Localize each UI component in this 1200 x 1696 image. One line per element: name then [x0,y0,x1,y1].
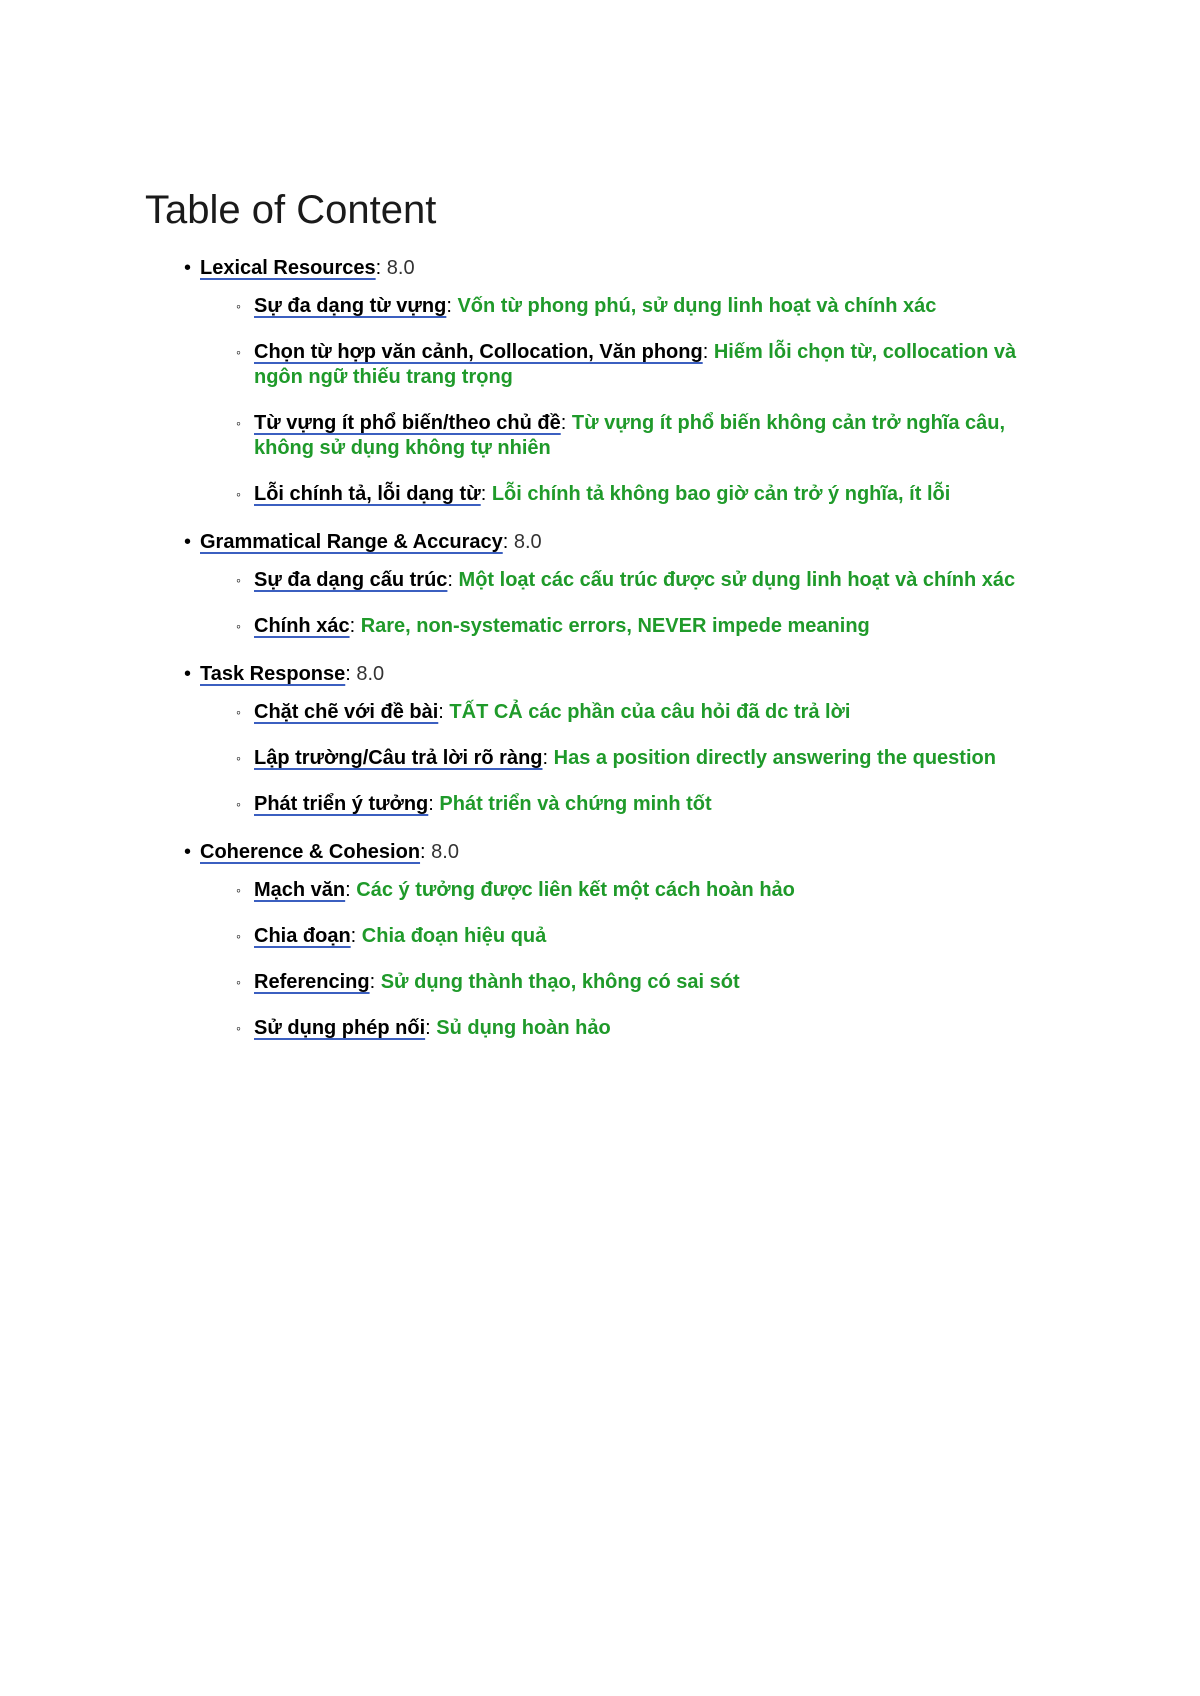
toc-subitem: ◦ Sự đa dạng từ vựng: Vốn từ phong phú, sử dụng linh hoạt và chính xác [236,295,937,317]
toc-sublink[interactable]: Sử dụng phép nối [254,1017,426,1039]
toc-section-heading: • Coherence & Cohesion: 8.0 [200,838,1080,866]
toc-sublink[interactable]: Mạch văn [254,879,346,901]
toc-subsection-list [200,878,1080,1041]
toc-sublink[interactable]: Từ vựng ít phổ biến/theo chủ đề [254,412,561,434]
toc-sublink[interactable]: Phát triển ý tưởng [254,793,429,815]
toc-subsection-list [200,568,1080,639]
section-score: 8.0 [356,663,385,685]
toc-section-lexical-resources [184,254,1080,507]
toc-sublink[interactable]: Chia đoạn [254,925,351,947]
bullet-circle-icon: ◦ [236,796,241,812]
bullet-circle-icon: ◦ [236,882,241,898]
subitem-description: Từ vựng ít phổ biến không cản trở nghĩa câu, không sử dụng không tự nhiên [254,412,1006,459]
toc-subitem: ◦ Referencing: Sử dụng thành thạo, không có sai sót [236,971,740,993]
toc-section-grammatical-range [184,528,1080,639]
toc-sublink[interactable]: Chính xác [254,615,350,637]
toc-sublink[interactable]: Chặt chẽ với đề bài [254,701,439,723]
bullet-circle-icon: ◦ [236,974,241,990]
bullet-circle-icon: ◦ [236,618,241,634]
subitem-description: Chia đoạn hiệu quả [361,925,547,947]
bullet-disc-icon: • [184,531,192,553]
bullet-circle-icon: ◦ [236,344,241,360]
toc-sublink[interactable]: Chọn từ hợp văn cảnh, Collocation, Văn phong [254,341,703,363]
toc-subitem: ◦ Chính xác: Rare, non-systematic errors, NEVER impede meaning [236,615,870,637]
toc-section-task-response [184,660,1080,817]
toc-sublink[interactable]: Sự đa dạng cấu trúc [254,569,448,591]
toc-subitem: ◦ Từ vựng ít phổ biến/theo chủ đề: Từ vựng ít phổ biến không cản trở nghĩa câu, không sử dụng không tự nhiên [236,412,1006,459]
table-of-contents [184,254,1080,1062]
subitem-description: Một loạt các cấu trúc được sử dụng linh hoạt và chính xác [458,569,1016,591]
toc-sublink[interactable]: Referencing [254,971,370,993]
toc-subitem: ◦ Chặt chẽ với đề bài: TẤT CẢ các phần của câu hỏi đã dc trả lời [236,701,851,723]
subitem-description: Phát triển và chứng minh tốt [439,793,712,815]
toc-subitem: ◦ Lỗi chính tả, lỗi dạng từ: Lỗi chính tả không bao giờ cản trở ý nghĩa, ít lỗi [236,483,951,505]
toc-subitem: ◦ Mạch văn: Các ý tưởng được liên kết một cách hoàn hảo [236,879,795,901]
toc-link-grammatical-range[interactable]: Grammatical Range & Accuracy [200,531,503,553]
toc-subsection-list [200,700,1080,817]
subitem-description: Vốn từ phong phú, sử dụng linh hoạt và chính xác [457,295,937,317]
subitem-description: Lỗi chính tả không bao giờ cản trở ý nghĩa, ít lỗi [491,483,951,505]
subitem-description: Sủ dụng hoàn hảo [436,1017,611,1039]
toc-sublink[interactable]: Lỗi chính tả, lỗi dạng từ [254,483,481,505]
toc-subitem: ◦ Lập trường/Câu trả lời rõ ràng: Has a position directly answering the question [236,747,996,769]
toc-section-coherence-cohesion [184,838,1080,1041]
toc-sublink[interactable]: Lập trường/Câu trả lời rõ ràng [254,747,543,769]
subitem-description: Sử dụng thành thạo, không có sai sót [380,971,740,993]
toc-sublink[interactable]: Sự đa dạng từ vựng [254,295,447,317]
toc-section-heading: • Task Response: 8.0 [200,660,1080,688]
toc-subsection-list [200,294,1080,507]
bullet-circle-icon: ◦ [236,572,241,588]
bullet-circle-icon: ◦ [236,415,241,431]
toc-section-heading: • Lexical Resources: 8.0 [200,254,1080,282]
page-title: Table of Content [145,188,437,232]
bullet-disc-icon: • [184,257,192,279]
bullet-circle-icon: ◦ [236,298,241,314]
toc-subitem: ◦ Chia đoạn: Chia đoạn hiệu quả [236,925,547,947]
section-score: 8.0 [431,841,459,863]
subitem-description: TẤT CẢ các phần của câu hỏi đã dc trả lời [449,701,851,723]
toc-link-lexical-resources[interactable]: Lexical Resources [200,257,376,279]
toc-subitem: ◦ Sự đa dạng cấu trúc: Một loạt các cấu trúc được sử dụng linh hoạt và chính xác [236,569,1016,591]
bullet-disc-icon: • [184,663,192,685]
toc-subitem: ◦ Chọn từ hợp văn cảnh, Collocation, Văn phong: Hiếm lỗi chọn từ, collocation và ngôn ngữ thiếu trang trọng [236,341,1017,388]
bullet-circle-icon: ◦ [236,1020,241,1036]
bullet-circle-icon: ◦ [236,704,241,720]
toc-link-coherence-cohesion[interactable]: Coherence & Cohesion [200,841,421,863]
subitem-description: Hiếm lỗi chọn từ, collocation và ngôn ngữ thiếu trang trọng [254,341,1017,388]
bullet-circle-icon: ◦ [236,750,241,766]
bullet-circle-icon: ◦ [236,486,241,502]
toc-subitem: ◦ Sử dụng phép nối: Sủ dụng hoàn hảo [236,1017,611,1039]
section-score: 8.0 [386,257,415,279]
subitem-description: Các ý tưởng được liên kết một cách hoàn hảo [356,879,795,901]
toc-section-heading: • Grammatical Range & Accuracy: 8.0 [200,528,1080,556]
subitem-description: Rare, non-systematic errors, NEVER impede meaning [360,615,870,637]
bullet-disc-icon: • [184,841,192,863]
section-score: 8.0 [513,531,542,553]
toc-subitem: ◦ Phát triển ý tưởng: Phát triển và chứng minh tốt [236,793,712,815]
toc-link-task-response[interactable]: Task Response [200,663,346,685]
subitem-description: Has a position directly answering the question [553,747,996,769]
bullet-circle-icon: ◦ [236,928,241,944]
